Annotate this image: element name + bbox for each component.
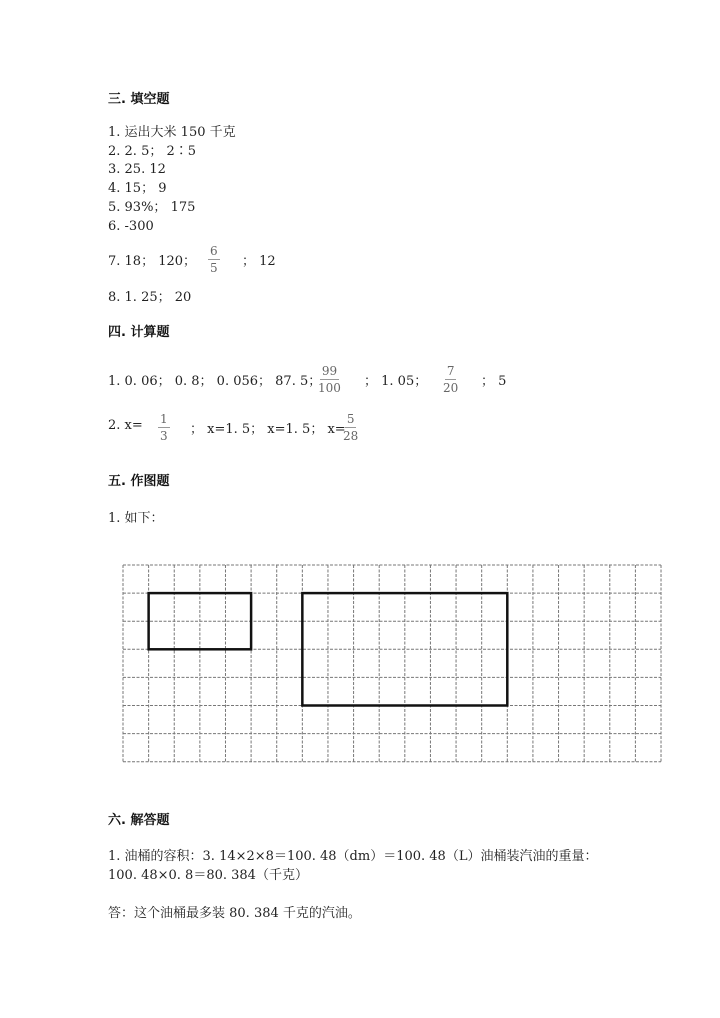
calc-line-2-b: ； x=1. 5； x=1. 5； x= [190, 422, 346, 437]
answer-line: 2. 2. 5； 2∶5 [108, 143, 197, 159]
solution-line-2: 100. 48×0. 8＝80. 384（千克） [108, 868, 308, 883]
answer-line: 1. 运出大米 150 千克 [108, 125, 236, 140]
solution-answer: 答：这个油桶最多装 80. 384 千克的汽油。 [108, 906, 361, 921]
denominator: 100 [318, 381, 341, 395]
denominator: 20 [443, 381, 459, 395]
answer-line-7: 7. 18； 120； [108, 254, 197, 269]
fraction [158, 412, 170, 443]
answer-line: 3. 25. 12 [108, 162, 166, 178]
section-title-fill: 三. 填空题 [108, 92, 170, 107]
calc-line-1-b: ； 1. 05； [364, 374, 428, 389]
numerator: 99 [321, 364, 338, 378]
numerator: 6 [210, 244, 218, 258]
denominator: 28 [343, 429, 359, 443]
calc-line-1-c: ； 5 [481, 374, 507, 389]
answer-line: 5. 93%； 175 [108, 199, 196, 215]
fill-answers [108, 124, 236, 236]
numerator: 5 [346, 412, 355, 426]
fraction [343, 412, 358, 443]
fraction [443, 364, 458, 395]
section-title-solve: 六. 解答题 [108, 813, 170, 828]
drawing-grid [122, 564, 662, 764]
answer-line-7-suffix: ； 12 [242, 254, 276, 269]
calc-line-1: 1. 0. 06； 0. 8； 0. 056； 87. 5； [108, 374, 322, 389]
section-title-calc: 四. 计算题 [108, 325, 170, 340]
denominator: 3 [160, 429, 168, 443]
fraction [208, 244, 220, 275]
answer-line: 6. -300 [108, 218, 154, 234]
numerator: 1 [160, 412, 168, 426]
answer-line: 4. 15； 9 [108, 181, 167, 197]
calc-line-2: 2. x= [108, 418, 143, 433]
numerator: 7 [446, 364, 455, 378]
fraction [318, 364, 341, 395]
solution-line-1: 1. 油桶的容积：3. 14×2×8＝100. 48（dm）＝100. 48（L）油桶装汽油的重量： [108, 849, 598, 864]
section-title-draw: 五. 作图题 [108, 474, 170, 489]
denominator: 5 [210, 261, 218, 275]
answer-line-8: 8. 1. 25； 20 [108, 290, 192, 305]
draw-item-1: 1. 如下： [108, 511, 164, 526]
